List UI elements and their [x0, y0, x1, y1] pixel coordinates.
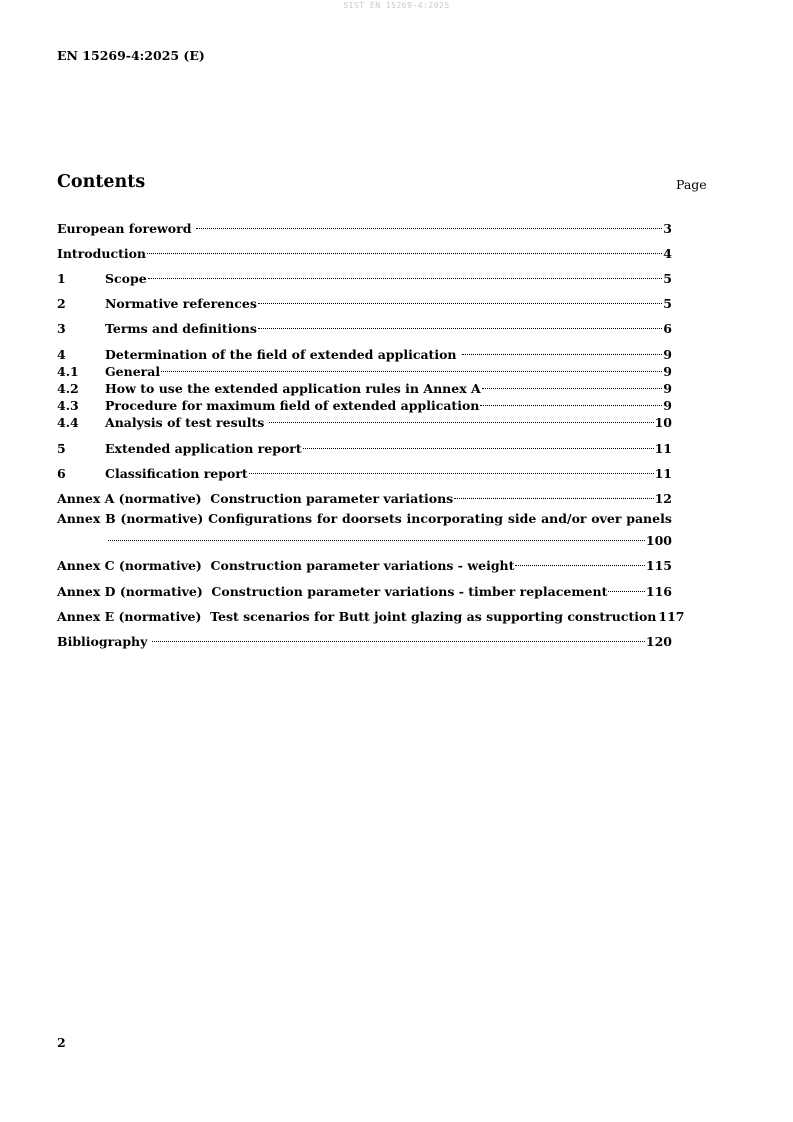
contents-title: Contents [57, 172, 146, 192]
dot-leader [454, 482, 653, 499]
dot-leader [462, 338, 663, 355]
toc-entry-title: Annex E (normative) Test scenarios for Butt joint glazing as supporting construction [57, 609, 657, 624]
toc-entry-title: Determination of the field of extended application [105, 347, 457, 362]
dot-leader [152, 625, 645, 642]
title-word: Annex [57, 511, 101, 526]
toc-entry-number: 4.3 [57, 398, 79, 413]
page-number: 2 [57, 1035, 66, 1050]
toc-entry-number: 2 [57, 296, 66, 311]
document-id-header: EN 15269-4:2025 (E) [57, 48, 205, 63]
dot-leader [147, 237, 662, 254]
dot-leader [515, 549, 644, 566]
toc-entry-extended-application-report[interactable] [57, 436, 672, 456]
toc-entry-page: 5 [663, 271, 672, 286]
title-word: over [591, 511, 622, 526]
toc-entry-title: European foreword [57, 221, 192, 236]
toc-entry-page: 5 [663, 296, 672, 311]
toc-entry-page: 9 [663, 347, 672, 362]
title-word: B [105, 511, 116, 526]
toc-entry-page: 117 [658, 609, 685, 624]
toc-entry-analysis[interactable] [57, 410, 672, 430]
toc-entry-page: 115 [645, 558, 672, 573]
toc-entry-title: Classification report [105, 466, 248, 481]
dot-leader [249, 457, 654, 474]
toc-entry-title: Annex D (normative) Construction parameter variations - timber replacement [57, 584, 608, 599]
toc-entry-number: 1 [57, 271, 66, 286]
dot-leader [303, 432, 654, 449]
toc-entry-title: Terms and definitions [105, 321, 257, 336]
dot-leader [482, 372, 663, 389]
title-word: side [507, 511, 537, 526]
toc-entry-page: 6 [663, 321, 672, 336]
title-word: (normative) [120, 511, 204, 526]
toc-entry-page: 12 [654, 491, 672, 506]
toc-entry-annex-a[interactable] [57, 486, 672, 506]
toc-entry-page: 9 [663, 381, 672, 396]
toc-entry-number: 4.2 [57, 381, 79, 396]
toc-entry-page: 9 [663, 364, 672, 379]
toc-entry-page: 116 [645, 584, 672, 599]
toc-entry-number: 5 [57, 441, 66, 456]
dot-leader [269, 406, 653, 423]
title-word: panels [626, 511, 672, 526]
toc-entry-annex-c[interactable] [57, 553, 672, 573]
toc-entry-title: Bibliography [57, 634, 148, 649]
toc-entry-page: 9 [663, 398, 672, 413]
toc-entry-number: 4.1 [57, 364, 79, 379]
title-word: incorporating [406, 511, 504, 526]
toc-entry-number: 6 [57, 466, 66, 481]
toc-entry-number: 4 [57, 347, 66, 362]
toc-entry-title: Procedure for maximum field of extended application [105, 398, 480, 413]
toc-entry-normative-references[interactable] [57, 291, 672, 311]
toc-entry-terms-and-definitions[interactable] [57, 316, 672, 336]
watermark: SIST EN 15269-4:2025 [343, 1, 450, 10]
dot-leader [608, 575, 645, 592]
toc-entry-title: Scope [105, 271, 147, 286]
title-word: Configurations [208, 511, 313, 526]
toc-entry-bibliography[interactable] [57, 629, 672, 649]
toc-entry-title: General [105, 364, 161, 379]
title-word: doorsets [341, 511, 402, 526]
toc-entry-page: 10 [654, 415, 672, 430]
toc-entry-page: 3 [663, 221, 672, 236]
title-word: for [316, 511, 338, 526]
dot-leader [108, 524, 645, 541]
title-word: and/or [541, 511, 587, 526]
toc-entry-page: 100 [645, 533, 672, 548]
toc-entry-title: Annex A (normative) Construction parameter variations [57, 491, 454, 506]
toc-entry-title: Introduction [57, 246, 147, 261]
dot-leader [258, 287, 662, 304]
dot-leader [148, 262, 663, 279]
toc-entry-page: 11 [654, 466, 672, 481]
toc-entry-classification-report[interactable] [57, 461, 672, 481]
toc-entry-title: How to use the extended application rules in Annex A [105, 381, 481, 396]
toc-entry-title: Normative references [105, 296, 257, 311]
toc-entry-page: 11 [654, 441, 672, 456]
dot-leader [258, 312, 662, 329]
dot-leader [480, 389, 662, 406]
toc-entry-annex-d[interactable] [57, 579, 672, 599]
toc-entry-title: Annex C (normative) Construction parameter variations - weight [57, 558, 515, 573]
toc-entry-annex-b[interactable] [57, 511, 672, 548]
toc-entry-introduction[interactable] [57, 241, 672, 261]
dot-leader [196, 212, 662, 229]
toc-entry-european-foreword[interactable] [57, 216, 672, 236]
toc-entry-page: 4 [663, 246, 672, 261]
toc-entry-annex-e[interactable] [57, 604, 685, 624]
dot-leader [161, 355, 662, 372]
toc-entry-number: 3 [57, 321, 66, 336]
page-column-label: Page [676, 177, 707, 192]
toc-entry-scope[interactable] [57, 266, 672, 286]
toc-entry-page: 120 [645, 634, 672, 649]
toc-entry-title: Analysis of test results [105, 415, 265, 430]
toc-entry-number: 4.4 [57, 415, 79, 430]
toc-entry-title: Extended application report [105, 441, 302, 456]
